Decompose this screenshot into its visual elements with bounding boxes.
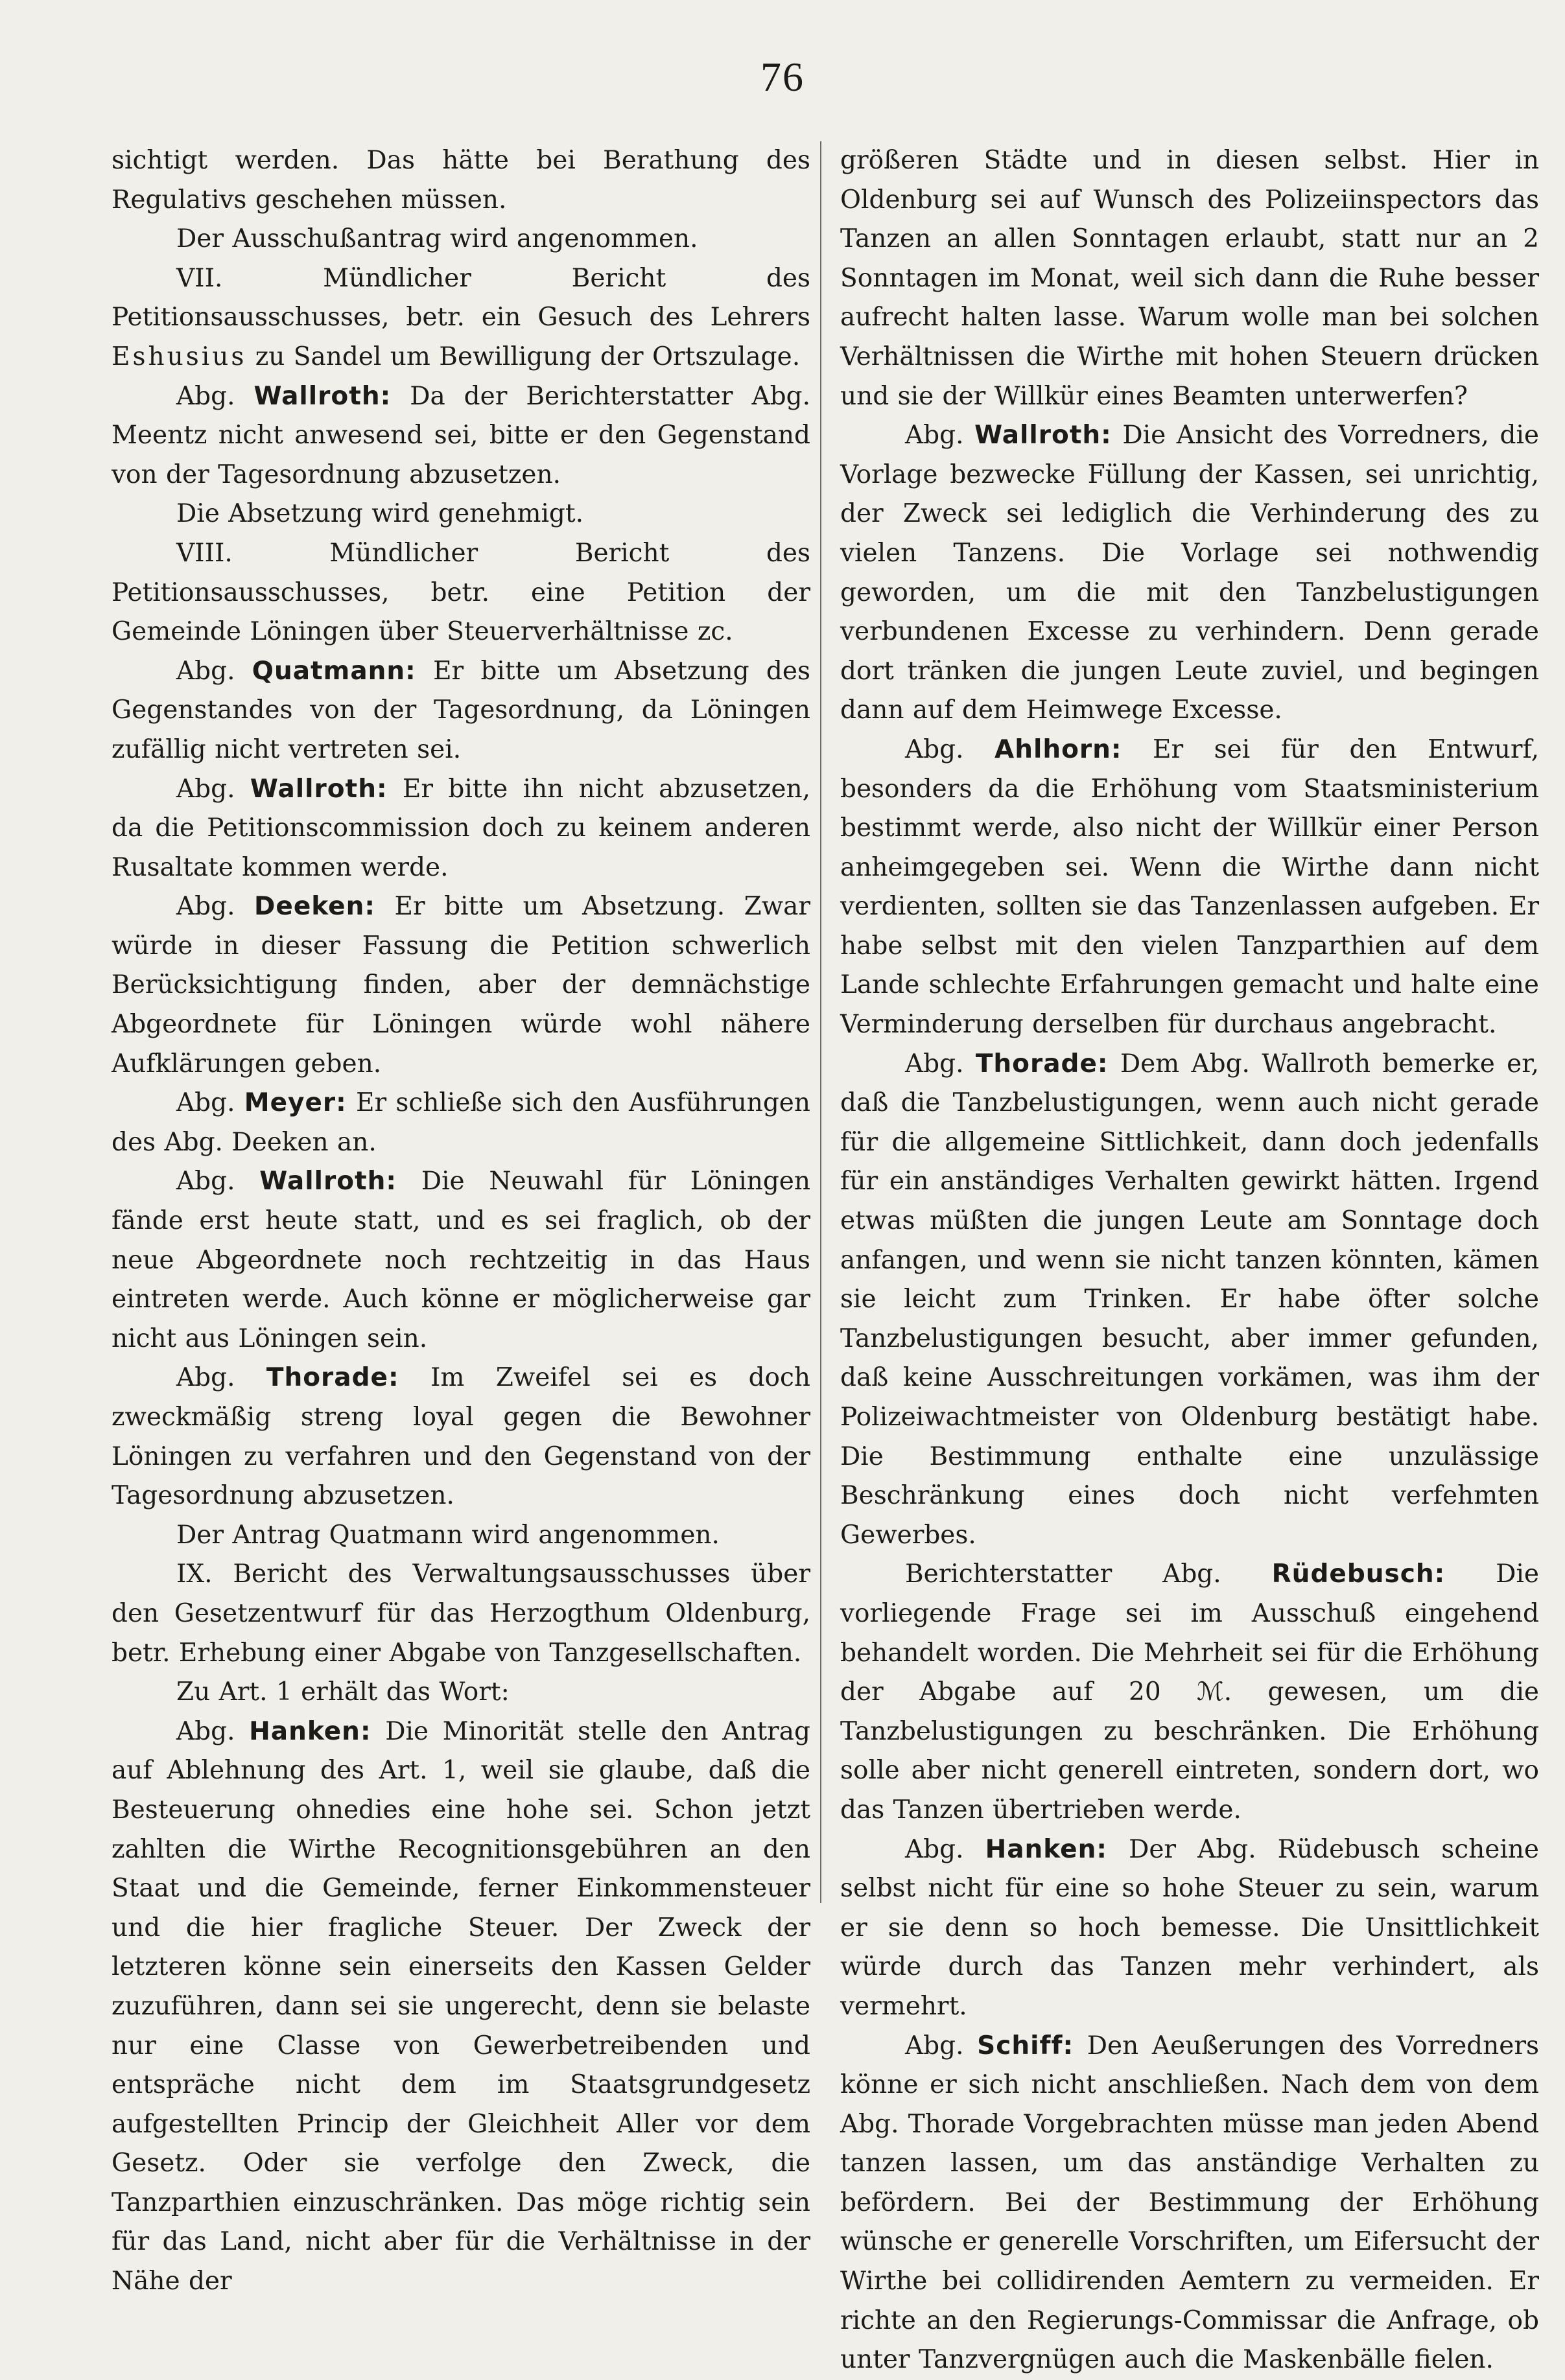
speech-text: Dem Abg. Wallroth bemerke er, daß die Tanzbelustigungen, wenn auch nicht gerade für die allgemeine Sittlichkeit, dann doch jedenfalls für ein anständiges Verhalten gewirkt hätten. Irgend etwas müßten die jungen Leute am Sonntage doch anfangen, und wenn sie nicht tanzen könnten, kämen sie leicht zum Trinken. Er habe öfter solche Tanzbelustigungen besucht, aber immer gefunden, daß keine Ausschreitungen vorkämen, was ihm der Polizeiwachtmeister von Oldenburg bestätigt habe. Die Bestimmung enthalte eine unzulässige Beschränkung eines doch nicht verfehmten Gewerbes. bbox=[840, 1049, 1539, 1550]
speaker-prefix: Abg. bbox=[905, 2031, 964, 2060]
paragraph-text: VII. Mündlicher Bericht des Petitionsausschusses, betr. ein Gesuch des Lehrers bbox=[112, 263, 810, 332]
speaker-name: Deeken: bbox=[254, 892, 375, 922]
speaker-name: Thorade: bbox=[266, 1363, 399, 1393]
paragraph bbox=[840, 1555, 1539, 1830]
speech-text: Die Minorität stelle den Antrag auf Ablehnung des Art. 1, weil sie glaube, daß die Besteuerung ohnedies eine hohe sei. Schon jetzt zahlten die Wirthe Recognitionsgebühren an den Staat und die Gemeinde, ferner Einkommensteuer und die hier fragliche Steuer. Der Zweck der letzteren könne sein einerseits den Kassen Gelder zuzuführen, dann sei sie ungerecht, denn sie belaste nur eine Classe von Gewerbetreibenden und entspräche nicht dem im Staatsgrundgesetz aufgestellten Princip der Gleichheit Aller vor dem Gesetz. Oder sie verfolge den Zweck, die Tanzparthien einzuschränken. Das möge richtig sein für das Land, nicht aber für die Verhältnisse in der Nähe der bbox=[112, 1716, 810, 2296]
paragraph bbox=[112, 770, 810, 888]
speech-text: Die vorliegende Frage sei im Ausschuß eingehend behandelt worden. Die Mehrheit sei für die Erhöhung der Abgabe auf 20 ℳ. gewesen, um die Tanzbelustigungen zu beschränken. Die Erhöhung solle aber nicht generell eintreten, sondern dort, wo das Tanzen übertrieben werde. bbox=[840, 1559, 1539, 1825]
speaker-name: Meyer: bbox=[244, 1088, 347, 1118]
paragraph bbox=[112, 1673, 810, 1712]
speaker-prefix: Abg. bbox=[905, 734, 964, 764]
speaker-prefix: Abg. bbox=[905, 1049, 964, 1079]
speech-text: Den Aeußerungen des Vorredners könne er sich nicht anschließen. Nach dem von dem Abg. Thorade Vorgebrachten müsse man jeden Abend tanzen lassen, um das anständige Verhalten zu befördern. Bei der Bestimmung der Erhöhung wünsche er generelle Vorschriften, um Eifersucht der Wirthe bei collidirenden Aemtern zu vermeiden. Er richte an den Regierungs-Commissar die Anfrage, ob unter Tanzvergnügen auch die Maskenbälle fielen. bbox=[840, 2031, 1539, 2375]
column-divider bbox=[820, 141, 821, 1903]
paragraph bbox=[112, 1084, 810, 1162]
speaker-name: Wallroth: bbox=[250, 774, 388, 804]
right-column bbox=[840, 141, 1539, 2380]
speaker-prefix: Abg. bbox=[176, 1167, 235, 1196]
speech-text: Er schließe sich den Ausführungen des Abg. Deeken an. bbox=[112, 1088, 810, 1157]
paragraph bbox=[112, 887, 810, 1084]
speaker-name: Schiff: bbox=[977, 2031, 1074, 2060]
paragraph bbox=[112, 652, 810, 770]
paragraph-text: Zu Art. 1 erhält das Wort: bbox=[176, 1677, 510, 1707]
speech-text: Er bitte um Absetzung des Gegenstandes von der Tagesordnung, da Löningen zufällig nicht vertreten sei. bbox=[112, 656, 810, 764]
paragraph bbox=[112, 220, 810, 259]
speaker-prefix: Abg. bbox=[176, 774, 235, 804]
speaker-prefix: Abg. bbox=[905, 421, 964, 450]
paragraph-text: IX. Bericht des Verwaltungsausschusses über den Gesetzentwurf für das Herzogthum Oldenburg, betr. Erhebung einer Abgabe von Tanzgesellschaften. bbox=[112, 1559, 810, 1668]
paragraph bbox=[112, 1162, 810, 1359]
speech-text: Er bitte ihn nicht abzusetzen, da die Petitionscommission doch zu keinem anderen Rusaltate kommen werde. bbox=[112, 774, 810, 882]
paragraph bbox=[840, 141, 1539, 416]
page-number: 76 bbox=[760, 54, 805, 100]
speech-text: Der Abg. Rüdebusch scheine selbst nicht für eine so hohe Steuer zu sein, warum er sie denn so hoch bemesse. Die Unsittlichkeit würde durch das Tanzen mehr verhindert, als vermehrt. bbox=[840, 1834, 1540, 2021]
speaker-name: Wallroth: bbox=[259, 1167, 397, 1196]
speaker-name: Wallroth: bbox=[253, 381, 392, 411]
paragraph bbox=[112, 141, 810, 220]
paragraph-text: VIII. Mündlicher Bericht des Petitionsausschusses, betr. eine Petition der Gemeinde Löningen über Steuerverhältnisse zc. bbox=[112, 538, 810, 647]
speaker-name: Quatmann: bbox=[252, 656, 416, 686]
speaker-name: Wallroth: bbox=[974, 421, 1112, 450]
speaker-prefix: Berichterstatter Abg. bbox=[905, 1559, 1221, 1589]
speech-text: Er sei für den Entwurf, besonders da die Erhöhung vom Staatsministerium bestimmt werde, also nicht der Willkür einer Person anheimgegeben sei. Wenn die Wirthe dann nicht verdienten, sollten sie das Tanzenlassen aufgeben. Er habe selbst mit den vielen Tanzparthien auf dem Lande schlechte Erfahrungen gemacht und halte eine Verminderung derselben für durchaus angebracht. bbox=[840, 734, 1539, 1040]
speaker-name: Hanken: bbox=[249, 1716, 371, 1746]
paragraph bbox=[840, 2027, 1539, 2380]
paragraph bbox=[112, 259, 810, 377]
speech-text: Die Ansicht des Vorredners, die Vorlage bezwecke Füllung der Kassen, sei unrichtig, der Zweck sei lediglich die Verhinderung des zu vielen Tanzens. Die Vorlage sei nothwendig geworden, um die mit den Tanzbelustigungen verbundenen Excesse zu verhindern. Denn gerade dort tränken die jungen Leute zuviel, und begingen dann auf dem Heimwege Excesse. bbox=[840, 421, 1539, 725]
speech-text: Die Neuwahl für Löningen fände erst heute statt, und es sei fraglich, ob der neue Abgeordnete noch rechtzeitig in das Haus eintreten werde. Auch könne er möglicherweise gar nicht aus Löningen sein. bbox=[112, 1167, 810, 1353]
left-column bbox=[112, 141, 810, 2302]
paragraph bbox=[840, 416, 1539, 730]
speaker-prefix: Abg. bbox=[176, 1363, 235, 1393]
paragraph bbox=[112, 1359, 810, 1515]
paragraph-text: zu Sandel um Bewilligung der Ortszulage. bbox=[246, 342, 801, 371]
paragraph bbox=[112, 495, 810, 534]
speaker-name: Ahlhorn: bbox=[994, 734, 1122, 764]
speaker-prefix: Abg. bbox=[176, 892, 235, 922]
paragraph bbox=[840, 730, 1539, 1045]
paragraph bbox=[112, 377, 810, 495]
speaker-name: Thorade: bbox=[975, 1049, 1109, 1079]
paragraph bbox=[112, 1555, 810, 1673]
speaker-prefix: Abg. bbox=[905, 1834, 964, 1864]
paragraph bbox=[112, 534, 810, 652]
speech-text: Da der Berichterstatter Abg. Meentz nicht anwesend sei, bitte er den Gegenstand von der Tagesordnung abzusetzen. bbox=[112, 381, 811, 489]
paragraph-text: Die Absetzung wird genehmigt. bbox=[176, 499, 583, 529]
paragraph-text: Der Ausschußantrag wird angenommen. bbox=[176, 224, 698, 254]
spaced-name: Eshusius bbox=[112, 342, 247, 371]
paragraph bbox=[840, 1830, 1539, 2027]
paragraph-text: größeren Städte und in diesen selbst. Hier in Oldenburg sei auf Wunsch des Polizeiinspectors das Tanzen an allen Sonntagen erlaubt, statt nur an 2 Sonntagen im Monat, weil sich dann die Ruhe besser aufrecht halten lasse. Warum wolle man bei solchen Verhältnissen die Wirthe mit hohen Steuern drücken und sie der Willkür eines Beamten unterwerfen? bbox=[840, 146, 1539, 411]
paragraph-text: Der Antrag Quatmann wird angenommen. bbox=[176, 1520, 720, 1550]
speaker-prefix: Abg. bbox=[176, 1716, 235, 1746]
speaker-name: Hanken: bbox=[985, 1834, 1107, 1864]
paragraph bbox=[840, 1045, 1539, 1556]
speaker-prefix: Abg. bbox=[176, 381, 235, 411]
speaker-prefix: Abg. bbox=[176, 1088, 235, 1118]
paragraph bbox=[112, 1712, 810, 2302]
speech-text: Er bitte um Absetzung. Zwar würde in dieser Fassung die Petition schwerlich Berücksichtigung finden, aber der demnächstige Abgeordnete für Löningen würde wohl nähere Aufklärungen geben. bbox=[112, 892, 810, 1079]
paragraph bbox=[112, 1516, 810, 1556]
speaker-name: Rüdebusch: bbox=[1271, 1559, 1446, 1589]
speaker-prefix: Abg. bbox=[176, 656, 235, 686]
speech-text: Im Zweifel sei es doch zweckmäßig streng loyal gegen die Bewohner Löningen zu verfahren und den Gegenstand von der Tagesordnung abzusetzen. bbox=[112, 1363, 810, 1511]
paragraph-text: sichtigt werden. Das hätte bei Berathung des Regulativs geschehen müssen. bbox=[112, 146, 810, 215]
